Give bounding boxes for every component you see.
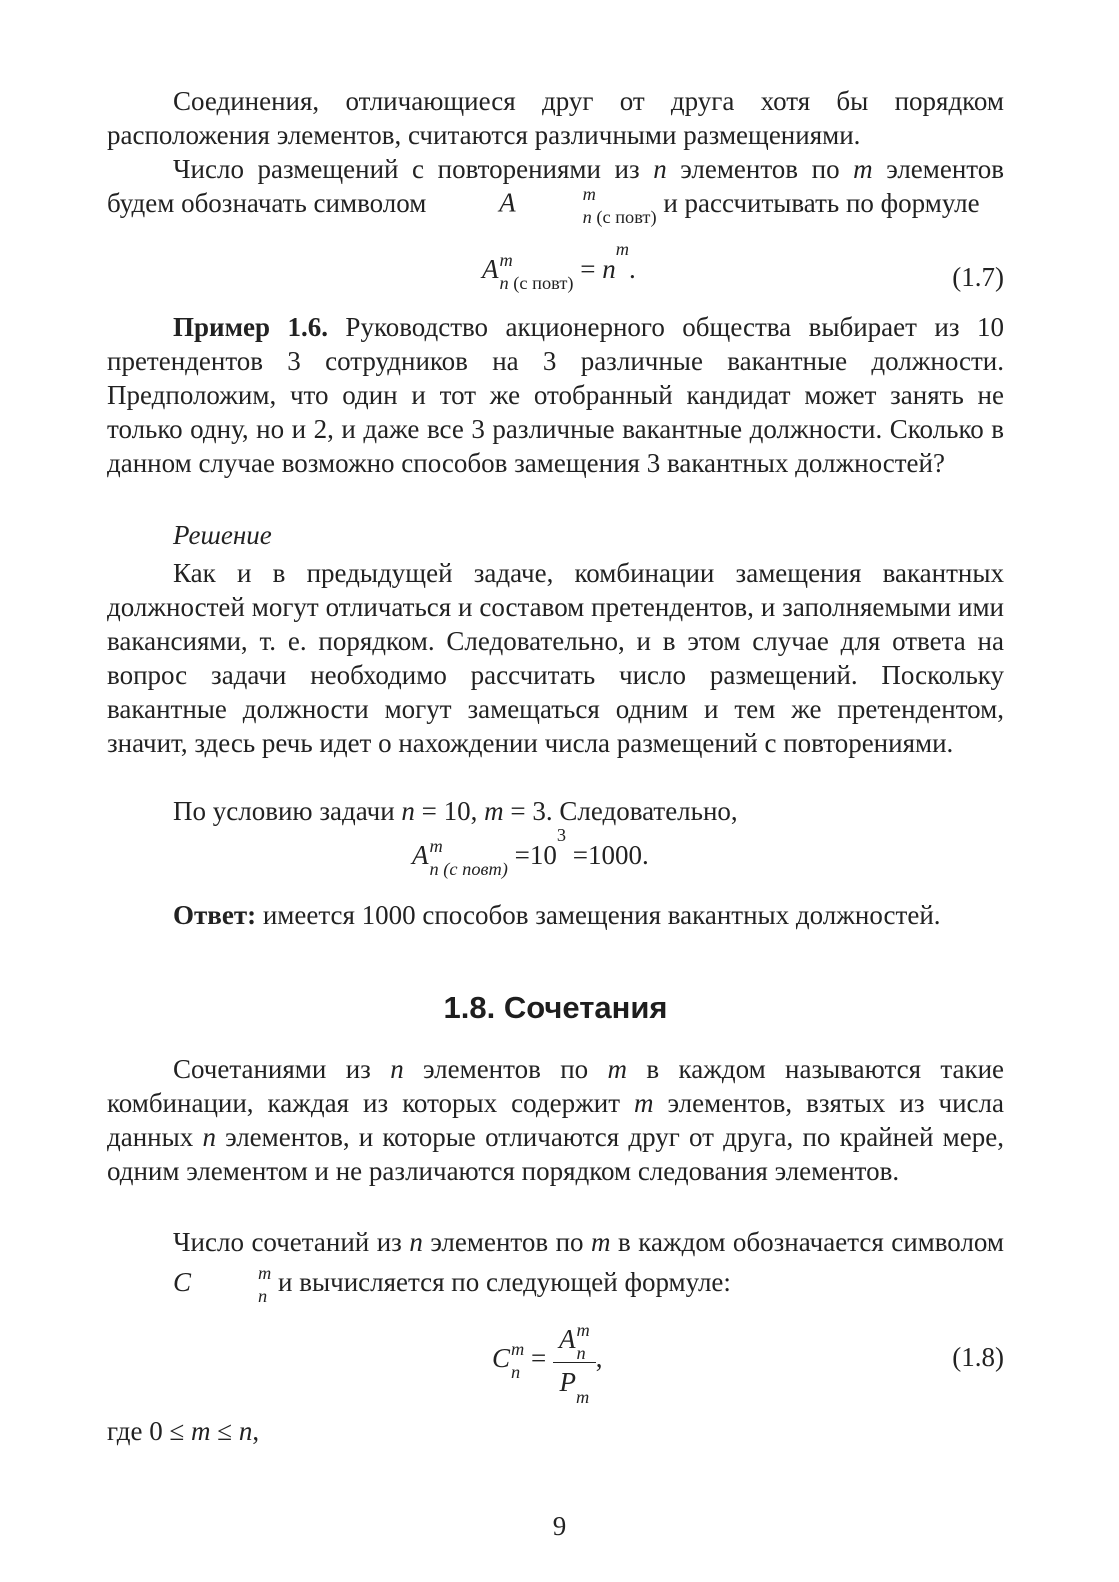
condition-line: По условию задачи n = 10, m = 3. Следовательно,: [173, 796, 738, 826]
calculation-formula: A m n (с повт) $=10^3 =1000$.: [412, 825, 649, 879]
paragraph-text: Соединения, отличающиеся друг от друга хотя бы порядком расположения элементов, считаются различными размещениями.: [107, 86, 1004, 150]
formula-number: (1.8): [952, 1342, 1004, 1372]
combinations-definition: Сочетаниями из n элементов по m в каждом называются такие комбинации, каждая из которых содержит m элементов, взятых из числа данных n элементов, и которые отличаются друг от друга, по крайней мере, одним элементом и не различаются порядком следования элементов.: [107, 1054, 1005, 1186]
combinations-count: Число сочетаний из n элементов по m в каждом обозначается символом C m n и вычисляется по следующей формуле:: [107, 1222, 1004, 1303]
example-label: Пример 1.6.: [173, 312, 328, 342]
formula-condition: где 0 ≤ m ≤ n,: [107, 1416, 260, 1446]
answer-paragraph: Ответ: имеется 1000 способов замещения вакантных должностей.: [173, 900, 941, 930]
symbol-a-n-povt: A m n (с повт): [499, 184, 657, 227]
formula-1-8: C m n = A m n $P_m$ , (1.8): [492, 1320, 1004, 1408]
paragraph-placements-count: Число размещений с повторениями из n элементов по m элементов будем обозначать символом A m n (с повт) и рассчитывать по формуле: [107, 154, 1004, 227]
symbol-c-n-m: C m n: [173, 1263, 272, 1306]
section-title: 1.8. Сочетания: [443, 990, 668, 1025]
solution-paragraph: Как и в предыдущей задаче, комбинации замещения вакантных должностей могут отличаться и составом претендентов, и заполняемыми ими вакансиями, т. е. порядком. Следовательно, и в этом случае для ответа на вопрос задачи необходимо рассчитать число размещений. Поскольку вакантные должности могут замещаться одним и тем же претендентом, значит, здесь речь идет о нахождении числа размещений с повторениями.: [107, 558, 1004, 758]
formula-1-7: A m n (с повт) = $n^m$. (1.7): [482, 239, 1004, 293]
paragraph-placements-definition: [107, 84, 1004, 152]
example-1-6: Пример 1.6. Руководство акционерного общества выбирает из 10 претендентов 3 сотрудников на 3 различные вакантные должности. Предположим, что один и тот же отобранный кандидат может занять не только одну, но и 2, и даже все 3 различные вакантные должности. Сколько в данном случае возможно способов замещения 3 вакантных должностей?: [107, 312, 1005, 478]
page-number: 9: [552, 1511, 567, 1541]
formula-number: (1.7): [952, 262, 1004, 292]
answer-label: Ответ:: [173, 900, 257, 930]
solution-heading: Решение: [173, 520, 272, 550]
